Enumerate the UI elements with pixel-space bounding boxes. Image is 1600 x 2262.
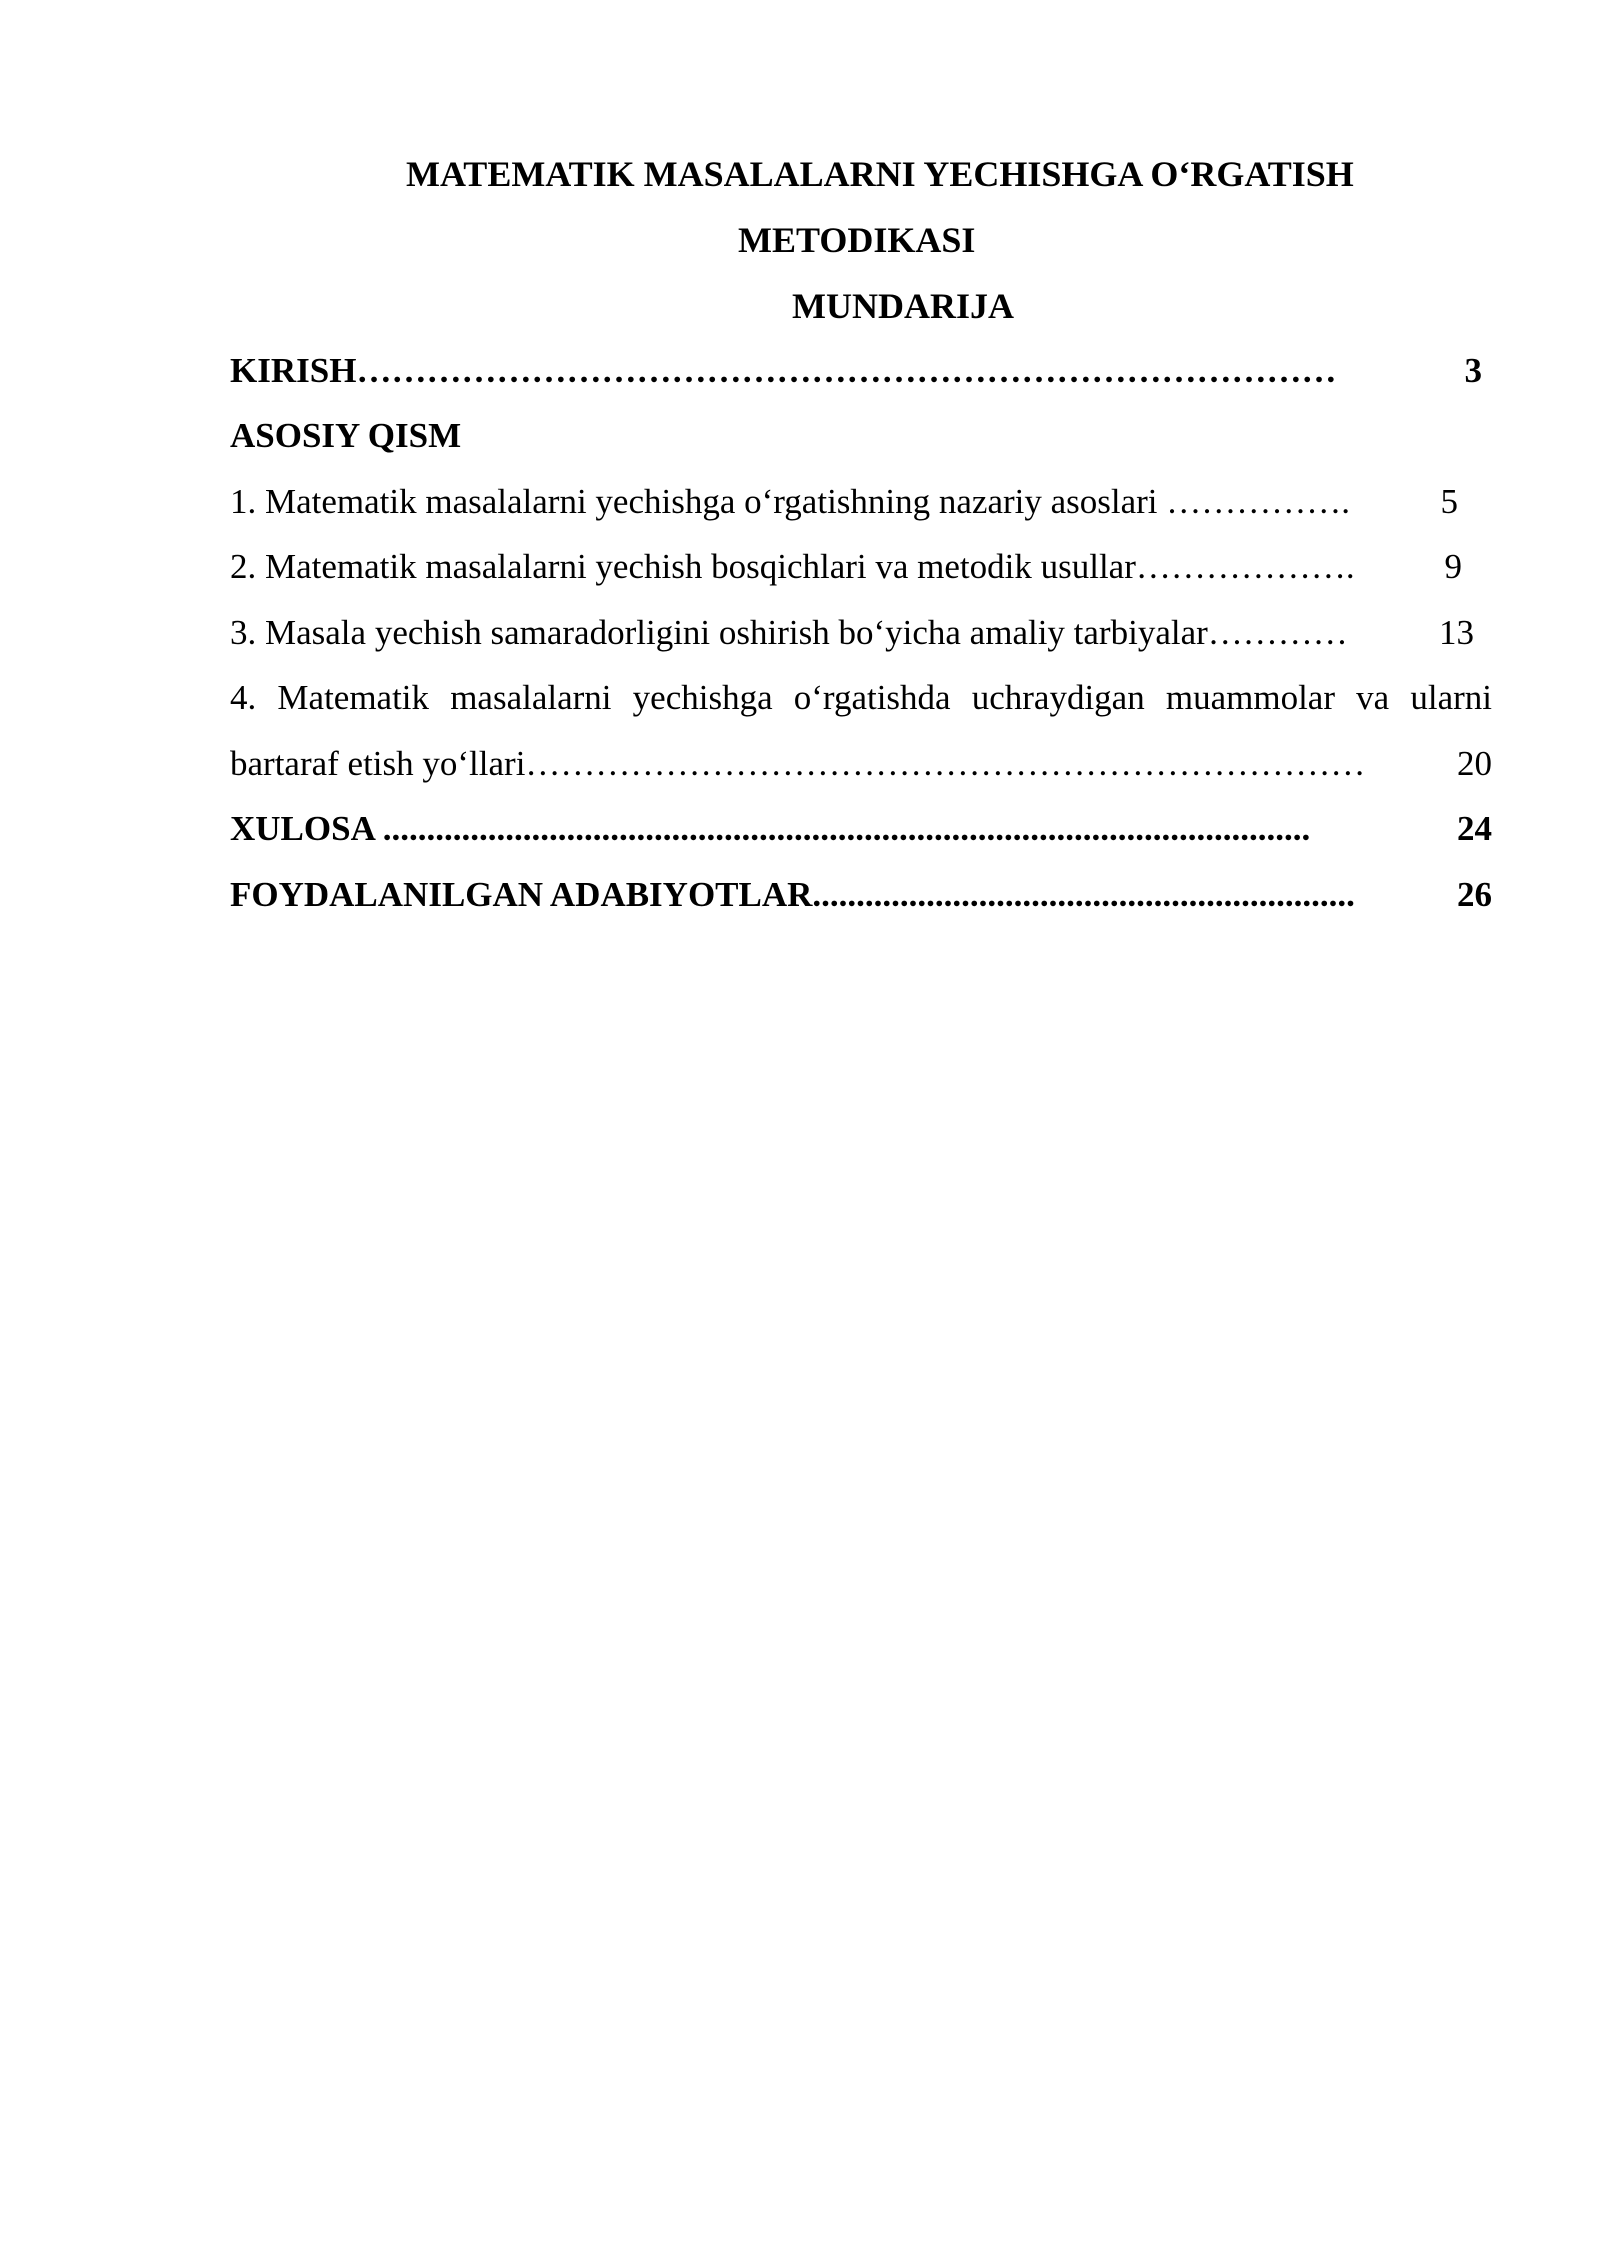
toc-section-label: ASOSIY QISM <box>230 416 462 455</box>
toc-entry-label: bartaraf etish yo‘llari <box>230 744 526 783</box>
toc-entry-label: 1. Matematik masalalarni yechishga o‘rgatishning nazariy asoslari <box>230 482 1167 521</box>
toc-leader-dots: .............................................................. <box>812 875 1355 914</box>
toc-section-asosiy-qism <box>230 414 1492 458</box>
toc-entry-label: FOYDALANILGAN ADABIYOTLAR <box>230 875 813 914</box>
toc-heading: MUNDARIJA <box>792 286 1014 326</box>
toc-page-number: 20 <box>1457 744 1492 783</box>
toc-entry-label: 4. Matematik masalalarni yechishga o‘rgatishda uchraydigan muammolar va ularni <box>230 678 1492 717</box>
toc-leader-dots: ……………. <box>1166 482 1351 521</box>
toc-entry-4-line1[interactable] <box>230 676 1492 720</box>
toc-entry-label: 2. Matematik masalalarni yechish bosqichlari va metodik usullar <box>230 547 1136 586</box>
toc-page-number: 13 <box>1439 613 1474 652</box>
toc-page-number: 9 <box>1444 547 1462 586</box>
toc-leader-dots: ………………………………………………………………………… <box>356 351 1337 390</box>
toc-page-number: 24 <box>1457 809 1492 848</box>
toc-entry-kirish[interactable] <box>230 349 1482 393</box>
toc-entry-label: XULOSA <box>230 809 383 848</box>
toc-leader-dots: ………………. <box>1135 547 1355 586</box>
toc-entry-foydalanilgan-adabiyotlar[interactable] <box>230 873 1492 917</box>
toc-entry-4-line2[interactable] <box>230 742 1492 786</box>
toc-entry-xulosa[interactable] <box>230 807 1492 851</box>
toc-entry-1[interactable] <box>230 480 1458 524</box>
toc-entry-2[interactable] <box>230 545 1462 589</box>
toc-leader-dots: ……………………………………………………………… <box>525 744 1366 783</box>
document-title-line2: METODIKASI <box>738 220 976 260</box>
toc-page-number: 5 <box>1440 482 1458 521</box>
toc-entry-label: KIRISH <box>230 351 357 390</box>
toc-entry-label: 3. Masala yechish samaradorligini oshirish bo‘yicha amaliy tarbiyalar <box>230 613 1208 652</box>
toc-leader-dots: .......................................................................................................... <box>382 809 1311 848</box>
document-title-line1: MATEMATIK MASALALARNI YECHISHGA O‘RGATISH <box>406 154 1354 194</box>
toc-entry-3[interactable] <box>230 611 1474 655</box>
toc-page-number: 26 <box>1457 875 1492 914</box>
toc-page-number: 3 <box>1464 351 1482 390</box>
toc-leader-dots: ………… <box>1207 613 1348 652</box>
